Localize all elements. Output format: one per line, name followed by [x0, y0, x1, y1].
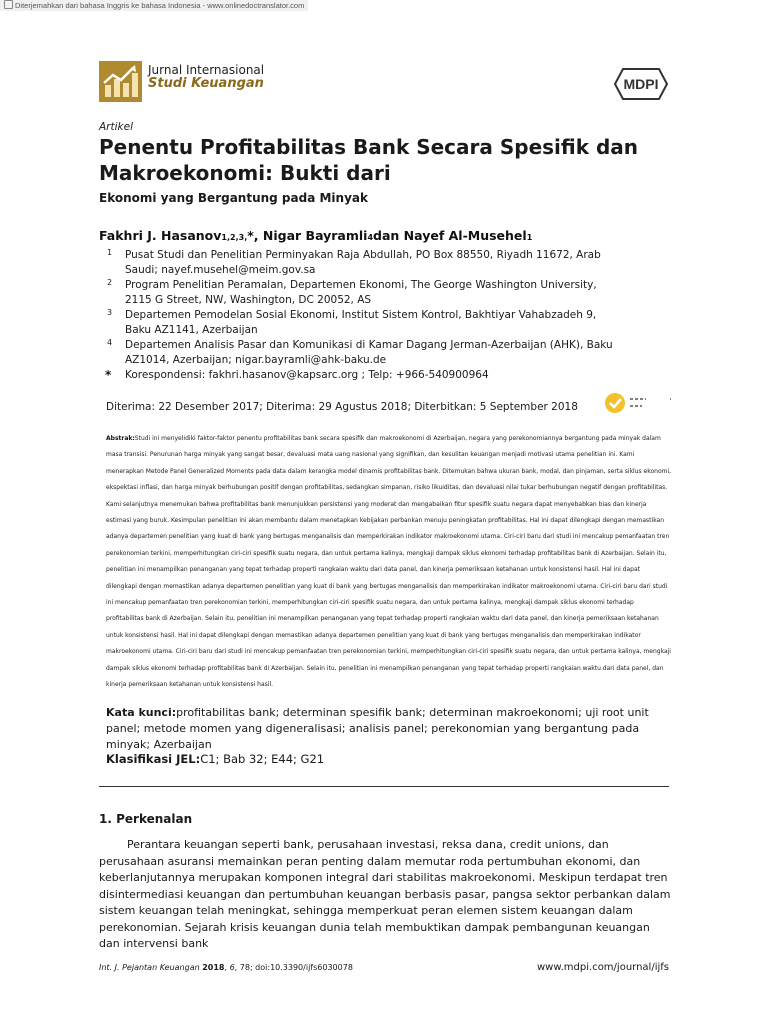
- jel-classification: [106, 752, 324, 766]
- section-heading: 1. Perkenalan: [99, 812, 193, 826]
- author-name: dan Nayef Al-Musehel: [373, 228, 527, 243]
- check-updates-icon: [604, 391, 674, 415]
- article-subtitle: Ekonomi yang Bergantung pada Minyak: [99, 191, 368, 205]
- journal-abbrev: Int. J. Pejantan Keuangan: [99, 963, 200, 972]
- chart-growth-icon: [99, 61, 142, 102]
- keywords-label: Kata kunci:: [106, 706, 177, 719]
- affiliation-text: Departemen Pemodelan Sosial Ekonomi, Institut Sistem Kontrol, Bakhtiyar Vahabzadeh 9, Baku AZ1141, Azerbaijan: [125, 309, 597, 336]
- citation-volume: 6: [229, 963, 235, 972]
- affiliation-item: [99, 248, 619, 278]
- corresponding-mark: *: [247, 228, 254, 243]
- citation-footer: Int. J. Pejantan Keuangan 2018, 6, 78; doi:10.3390/ijfs6030078: [99, 963, 353, 972]
- affiliation-item: [99, 278, 619, 308]
- correspondence: [99, 368, 619, 383]
- affiliation-number: 3: [107, 308, 113, 317]
- affiliation-number: 1: [107, 248, 113, 257]
- author-name: , Nigar Bayramli: [253, 228, 368, 243]
- mdpi-hexagon-icon: [613, 67, 669, 101]
- jel-text: C1; Bab 32; E44; G21: [200, 752, 325, 766]
- affiliations: [99, 248, 619, 383]
- author-list: [99, 228, 532, 243]
- section-divider: [99, 786, 669, 787]
- affiliation-item: [99, 308, 619, 338]
- affiliation-text: Program Penelitian Peramalan, Departemen Ekonomi, The George Washington University, 2115 G Street, NW, Washington, DC 20052, AS: [125, 279, 597, 306]
- journal-name-line2: Studi Keuangan: [148, 76, 264, 91]
- affiliation-number: 2: [107, 278, 113, 287]
- translator-notice[interactable]: [0, 0, 308, 11]
- affiliation-text: Departemen Analisis Pasar dan Komunikasi di Kamar Dagang Jerman-Azerbaijan (AHK), Baku AZ1014, Azerbaijan; nigar.bayramli@ahk-baku.de: [125, 339, 613, 366]
- publication-dates: Diterima: 22 Desember 2017; Diterima: 29 Agustus 2018; Diterbitkan: 5 September 2018: [106, 401, 578, 413]
- journal-name: [148, 63, 264, 91]
- citation-year: 2018: [202, 963, 225, 972]
- translate-icon: [4, 0, 13, 9]
- jel-label: Klasifikasi JEL:: [106, 752, 201, 766]
- article-title: Penentu Profitabilitas Bank Secara Spesifik dan Makroekonomi: Bukti dari: [99, 135, 639, 185]
- correspondence-mark: *: [105, 368, 112, 382]
- affiliation-item: [99, 338, 619, 368]
- mdpi-logo: [613, 67, 669, 105]
- abstract-label: Abstrak:: [106, 435, 135, 442]
- author-affiliation-sup: 4: [367, 233, 374, 242]
- affiliation-text: Pusat Studi dan Penelitian Perminyakan Raja Abdullah, PO Box 88550, Riyadh 11672, Arab Saudi; nayef.musehel@meim.gov.sa: [125, 249, 601, 276]
- check-for-updates-badge[interactable]: [604, 391, 674, 419]
- journal-logo: [99, 61, 142, 102]
- abstract-text: Studi ini menyelidiki faktor-faktor penentu profitabilitas bank secara spesifik dan makroekonomi di Azerbaijan, negara yang perekonomiannya bergantung pada minyak dalam masa transisi. Penurunan harga minyak yang sangat besar, devaluasi mata uang nasional yang signifikan, dan kesulitan keuangan menjadi motivasi utama penelitian ini. Kami menerapkan Metode Panel Generalized Moments pada data dalam kerangka model dinamis profitabilitas bank. Ditemukan bahwa ukuran bank, modal, dan pinjaman, serta siklus ekonomi, ekspektasi inflasi, dan harga minyak berhubungan positif dengan profitabilitas, sedangkan simpanan, risiko likuiditas, dan devaluasi nilai tukar berhubungan negatif dengan profitabilitas. Kami selanjutnya menemukan bahwa profitabilitas bank menunjukkan persistensi yang moderat dan mengabaikan fitur spesifik suatu negara dapat menyebabkan bias dan kinerja estimasi yang buruk. Kesimpulan penelitian ini akan membantu dalam menetapkan kebijakan perbankan menuju peningkatan profitabilitas. Hal ini dapat dilengkapi dengan memastikan adanya departemen penelitian yang kuat di bank yang bertugas menganalisis dan memperkirakan indikator makroekonomi utama. Ciri-ciri baru dari studi ini mencakup pemanfaatan tren perekonomian terkini, memperhitungkan ciri-ciri spesifik suatu negara, dan untuk pertama kalinya, mengkaji dampak siklus ekonomi terhadap profitabilitas bank di Azerbaijan. Selain itu, penelitian ini menampilkan penanganan yang tepat terhadap properti rangkaian waktu dari data panel, dan kinerja pemeriksaan ketahanan untuk konsistensi hasil. Hal ini dapat dilengkapi dengan memastikan adanya departemen penelitian yang kuat di bank yang bertugas menganalisis dan memperkirakan indikator makroekonomi utama. Ciri-ciri baru dari studi ini mencakup pemanfaatan tren perekonomian terkini, memperhitungkan ciri-ciri spesifik suatu negara, dan untuk pertama kalinya, mengkaji dampak siklus ekonomi terhadap profitabilitas bank di Azerbaijan. Selain itu, penelitian ini menampilkan penanganan yang tepat terhadap properti rangkaian waktu dari data panel, dan kinerja pemeriksaan ketahanan untuk konsistensi hasil. Hal ini dapat dilengkapi dengan memastikan adanya departemen penelitian yang kuat di bank yang bertugas menganalisis dan memperkirakan indikator makroekonomi utama. Ciri-ciri baru dari studi ini mencakup pemanfaatan tren perekonomian terkini, memperhitungkan ciri-ciri spesifik suatu negara, dan untuk pertama kalinya, mengkaji dampak siklus ekonomi terhadap profitabilitas bank di Azerbaijan. Selain itu, penelitian ini menampilkan penanganan yang tepat terhadap properti rangkaian waktu dari data panel, dan kinerja pemeriksaan ketahanan untuk konsistensi hasil.: [106, 435, 672, 689]
- article-type: Artikel: [99, 121, 133, 133]
- translator-notice-text: Diterjemahkan dari bahasa Inggris ke bahasa Indonesia - www.onlinedoctranslator.com: [15, 1, 305, 10]
- body-paragraph: Perantara keuangan seperti bank, perusahaan investasi, reksa dana, credit unions, dan perusahaan asuransi memainkan peran penting dalam memutar roda pertumbuhan ekonomi, dan keberlanjutannya merupakan komponen integral dari stabilitas makroekonomi. Meskipun terdapat tren disintermediasi keuangan dan pertumbuhan keuangan berbasis pasar, pangsa sektor perbankan dalam sistem keuangan telah meningkat, sehingga memperkuat peran elemen sistem keuangan dalam perekonomian. Sejarah krisis keuangan dunia telah membuktikan dampak pembangunan keuangan dan intervensi bank: [99, 838, 671, 950]
- author-affiliation-sup: 1,2,3,: [221, 233, 248, 242]
- journal-name-line1: Jurnal Internasional: [148, 63, 265, 77]
- citation-doi: , 78; doi:10.3390/ijfs6030078: [234, 963, 353, 972]
- keywords: [106, 705, 672, 753]
- abstract: [106, 431, 672, 694]
- author-name: Fakhri J. Hasanov: [99, 228, 222, 243]
- author-affiliation-sup: 1: [526, 233, 533, 242]
- journal-url-link[interactable]: www.mdpi.com/journal/ijfs: [537, 962, 669, 973]
- keywords-text: profitabilitas bank; determinan spesifik bank; determinan makroekonomi; uji root unit panel; metode momen yang digeneralisasi; analisis panel; perekonomian yang bergantung pada minyak; Azerbaijan: [106, 706, 649, 751]
- mdpi-logo-text: MDPI: [623, 76, 659, 92]
- correspondence-text: Korespondensi: fakhri.hasanov@kapsarc.org ; Telp: +966-540900964: [125, 369, 489, 381]
- affiliation-number: 4: [107, 338, 113, 347]
